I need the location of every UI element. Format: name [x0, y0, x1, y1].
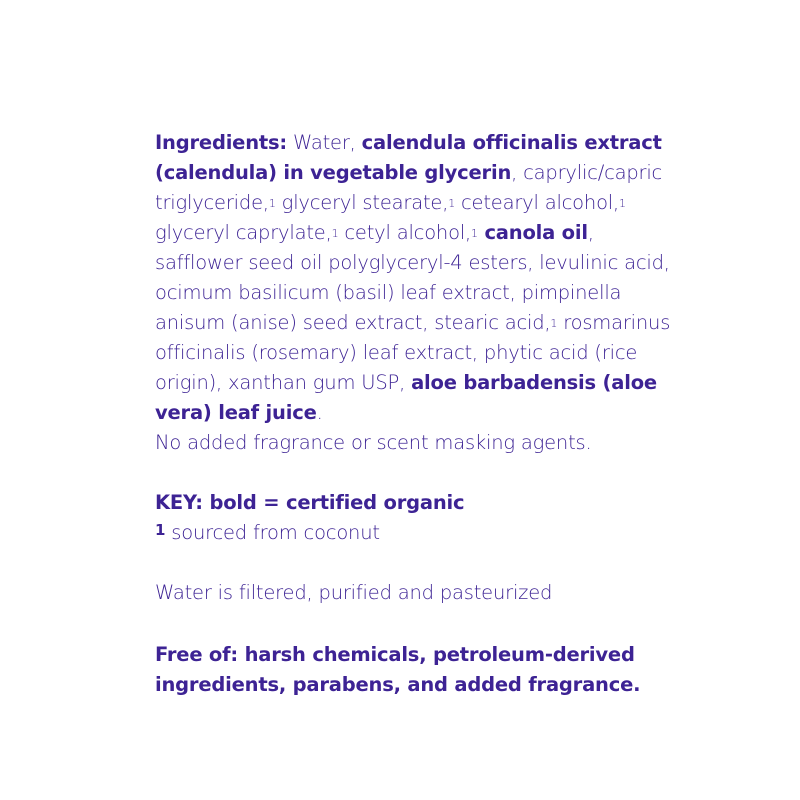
key-footnote-text: sourced from coconut — [165, 521, 380, 544]
ingredient-text-3: cetearyl alcohol, — [455, 191, 620, 214]
ingredient-text-5: cetyl alcohol, — [338, 221, 472, 244]
ingredient-aloe: aloe barbadensis (aloe vera) leaf juice — [155, 371, 657, 424]
ingredient-water: Water, — [287, 131, 362, 154]
ingredients-panel — [155, 128, 675, 700]
ingredient-end: . — [316, 401, 323, 424]
key-footnote — [155, 518, 675, 548]
ingredient-text-1: , caprylic/capric triglyceride, — [155, 161, 663, 214]
footnote-mark: 1 — [268, 197, 276, 210]
no-fragrance-note: No added fragrance or scent masking agents. — [155, 431, 592, 454]
ingredient-text-7: rosmarinus officinalis (rosemary) leaf extract, phytic acid (rice origin), xanthan gum USP, — [155, 311, 671, 394]
ingredient-calendula: calendula officinalis extract (calendula) in vegetable glycerin — [155, 131, 662, 184]
footnote-mark: 1 — [331, 227, 339, 240]
free-of-statement: Free of: harsh chemicals, petroleum-derived ingredients, parabens, and added fragrance. — [155, 643, 641, 696]
footnote-mark: 1 — [448, 197, 456, 210]
ingredient-text-6: , safflower seed oil polyglyceryl-4 esters, levulinic acid, ocimum basilicum (basil) leaf extract, pimpinella anisum (anise) seed extract, stearic acid, — [155, 221, 670, 334]
footnote-mark: 1 — [619, 197, 626, 210]
key-line: KEY: bold = certified organic — [155, 491, 465, 514]
ingredients-list — [155, 128, 675, 428]
key-footnote-mark: 1 — [155, 521, 166, 539]
water-note: Water is filtered, purified and pasteurized — [155, 581, 553, 604]
footnote-mark: 1 — [550, 317, 558, 330]
ingredient-text-4: glyceryl caprylate, — [155, 221, 332, 244]
footnote-mark: 1 — [471, 227, 478, 240]
ingredients-label: Ingredients: — [155, 131, 288, 154]
ingredient-canola: canola oil — [477, 221, 588, 244]
ingredient-text-2: glyceryl stearate, — [275, 191, 449, 214]
